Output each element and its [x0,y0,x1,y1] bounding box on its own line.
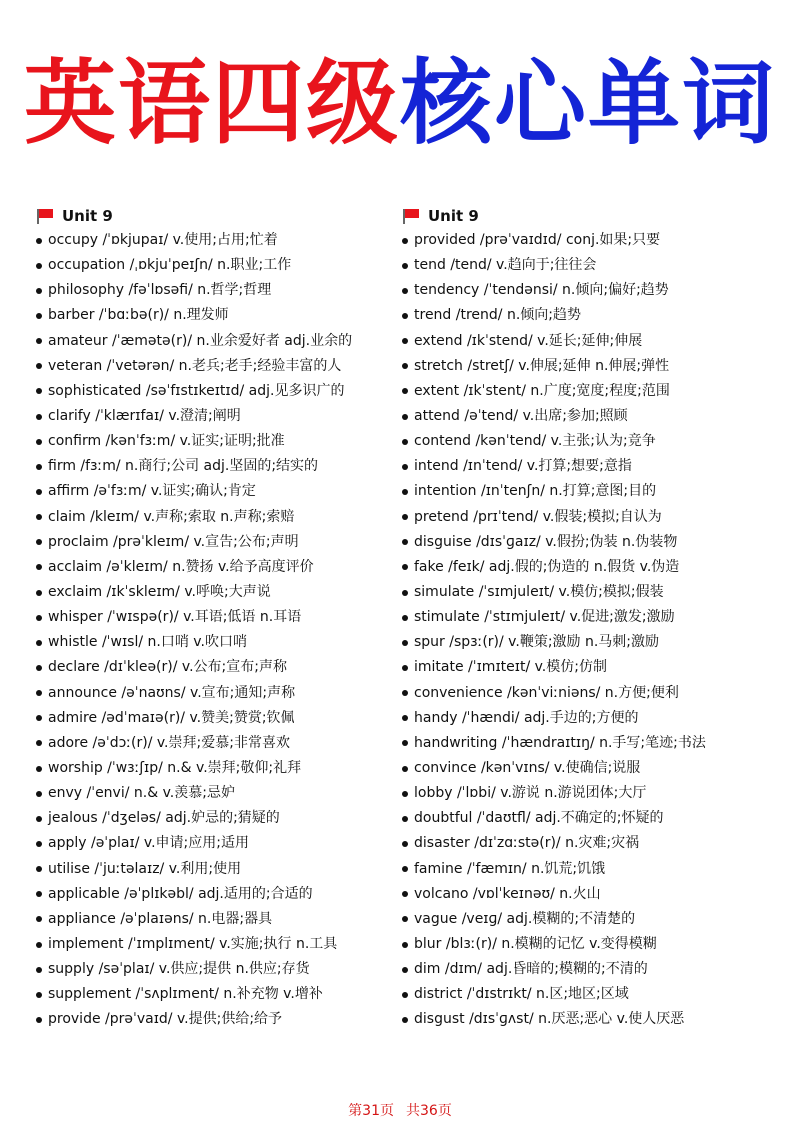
bullet-icon [402,414,408,420]
page-title [0,44,800,164]
list-item [402,982,777,1007]
word-entry: occupy /ˈɒkjupaɪ/ v.使用;占用;忙着 [48,232,278,248]
unit-header-left [36,203,411,228]
bullet-icon [402,1017,408,1023]
bullet-icon [36,992,42,998]
word-entry: adore /əˈdɔː(r)/ v.崇拜;爱慕;非常喜欢 [48,734,290,751]
list-item [402,404,777,429]
unit-label: Unit 9 [62,206,113,225]
bullet-icon [402,665,408,671]
bullet-icon [402,841,408,847]
word-entry: stretch /stretʃ/ v.伸展;延伸 n.伸展;弹性 [414,357,670,374]
bullet-icon [402,238,408,244]
word-entry: firm /fɜːm/ n.商行;公司 adj.坚固的;结实的 [48,458,319,475]
word-entry: convince /kənˈvɪns/ v.使确信;说服 [414,759,641,776]
bullet-icon [402,288,408,294]
list-item [36,706,411,731]
bullet-icon [36,891,42,897]
list-item [402,806,777,831]
bullet-icon [402,740,408,746]
list-item [36,580,411,605]
word-entry: admire /ədˈmaɪə(r)/ v.赞美;赞赏;钦佩 [48,709,295,726]
word-entry: tendency /ˈtendənsi/ n.倾向;偏好;趋势 [414,282,669,299]
list-item [36,831,411,856]
list-item [36,681,411,706]
list-item [402,630,777,655]
word-entry: extend /ɪkˈstend/ v.延长;延伸;伸展 [414,332,643,349]
list-item [36,781,411,806]
bullet-icon [402,866,408,872]
bullet-icon [36,439,42,445]
word-entry: trend /trend/ n.倾向;趋势 [414,307,581,324]
word-entry: veteran /ˈvetərən/ n.老兵;老手;经验丰富的人 [48,357,342,374]
bullet-icon [36,414,42,420]
word-entry: extent /ɪkˈstent/ n.广度;宽度;程度;范围 [414,382,670,399]
list-item [402,479,777,504]
bullet-icon [36,615,42,621]
list-item [402,756,777,781]
list-item [402,303,777,328]
page-total: 共36页 [406,1103,452,1119]
list-item [36,1007,411,1032]
word-entry: supplement /ˈsʌplɪment/ n.补充物 v.增补 [48,986,323,1003]
bullet-icon [36,263,42,269]
list-item [36,882,411,907]
word-entry: simulate /ˈsɪmjuleɪt/ v.模仿;模拟;假装 [414,583,664,600]
list-item [402,857,777,882]
bullet-icon [402,690,408,696]
list-item [402,681,777,706]
word-entry: famine /ˈfæmɪn/ n.饥荒;饥饿 [414,860,606,877]
bullet-icon [402,992,408,998]
word-entry: barber /ˈbɑːbə(r)/ n.理发师 [48,307,229,324]
bullet-icon [36,665,42,671]
bullet-icon [402,891,408,897]
word-entry: appliance /əˈplaɪəns/ n.电器;器具 [48,910,273,927]
list-item [402,278,777,303]
bullet-icon [36,539,42,545]
list-item [402,530,777,555]
list-item [402,932,777,957]
list-item [36,479,411,504]
unit-header-right [402,203,777,228]
word-entry: vague /veɪɡ/ adj.模糊的;不清楚的 [414,910,636,927]
word-entry: provided /prəˈvaɪdɪd/ conj.如果;只要 [414,232,661,248]
list-item [402,379,777,404]
bullet-icon [36,640,42,646]
word-entry: acclaim /əˈkleɪm/ n.赞扬 v.给予高度评价 [48,558,314,575]
word-entry: amateur /ˈæmətə(r)/ n.业余爱好者 adj.业余的 [48,332,353,349]
page-footer [0,1100,800,1120]
word-entry: clarify /ˈklærɪfaɪ/ v.澄清;阐明 [48,407,241,424]
word-entry: volcano /vɒlˈkeɪnəʊ/ n.火山 [414,885,601,902]
list-item [36,278,411,303]
bullet-icon [402,539,408,545]
word-entry: envy /ˈenvi/ n.& v.羡慕;忌妒 [48,785,235,802]
list-item [36,228,411,253]
word-entry: sophisticated /səˈfɪstɪkeɪtɪd/ adj.见多识广的 [48,382,345,399]
word-entry: affirm /əˈfɜːm/ v.证实;确认;肯定 [48,483,256,500]
list-item [402,882,777,907]
bullet-icon [36,338,42,344]
bullet-icon [402,942,408,948]
list-item [402,228,777,253]
word-entry: pretend /prɪˈtend/ v.假装;模拟;自认为 [414,508,662,525]
red-flag-icon [36,208,54,224]
word-entry: occupation /ˌɒkjuˈpeɪʃn/ n.职业;工作 [48,257,292,274]
word-entry: fake /feɪk/ adj.假的;伪造的 n.假货 v.伪造 [414,558,680,575]
list-item [36,454,411,479]
bullet-icon [402,464,408,470]
word-entry: applicable /əˈplɪkəbl/ adj.适用的;合适的 [48,885,313,902]
list-item [36,655,411,680]
word-entry: tend /tend/ v.趋向于;往往会 [414,257,597,274]
list-item [36,429,411,454]
list-item [402,555,777,580]
list-item [402,1007,777,1032]
list-item [36,907,411,932]
list-item [402,354,777,379]
list-item [402,655,777,680]
word-entry: convenience /kənˈviːniəns/ n.方便;便利 [414,684,679,701]
bullet-icon [36,740,42,746]
word-entry: blur /blɜː(r)/ n.模糊的记忆 v.变得模糊 [414,935,657,952]
list-item [36,857,411,882]
word-entry: proclaim /prəˈkleɪm/ v.宣告;公布;声明 [48,533,299,550]
word-entry: whistle /ˈwɪsl/ n.口哨 v.吹口哨 [48,634,247,651]
word-entry: doubtful /ˈdaʊtfl/ adj.不确定的;怀疑的 [414,810,664,827]
bullet-icon [402,489,408,495]
list-item [402,429,777,454]
bullet-icon [36,388,42,394]
list-item [402,454,777,479]
list-item [36,354,411,379]
word-entry: intend /ɪnˈtend/ v.打算;想要;意指 [414,458,632,475]
bullet-icon [402,816,408,822]
word-entry: handwriting /ˈhændraɪtɪŋ/ n.手写;笔迹;书法 [414,734,706,751]
word-entry: utilise /ˈjuːtəlaɪz/ v.利用;使用 [48,860,242,877]
word-entry: dim /dɪm/ adj.昏暗的;模糊的;不清的 [414,961,648,978]
word-entry: exclaim /ɪkˈskleɪm/ v.呼唤;大声说 [48,583,271,600]
word-entry: jealous /ˈdʒeləs/ adj.妒忌的;猜疑的 [48,810,280,827]
title-part-blue: 核心单词 [400,50,777,157]
bullet-icon [36,590,42,596]
bullet-icon [36,363,42,369]
bullet-icon [402,640,408,646]
right-column [402,203,777,1033]
word-entry: supply /səˈplaɪ/ v.供应;提供 n.供应;存货 [48,961,310,978]
bullet-icon [36,564,42,570]
bullet-icon [402,590,408,596]
title-part-red: 英语四级 [23,50,400,157]
word-entry: handy /ˈhændi/ adj.手边的;方便的 [414,709,639,726]
bullet-icon [402,338,408,344]
list-item [36,505,411,530]
page-number: 第31页 [348,1103,394,1119]
word-list-right [402,228,777,1033]
bullet-icon [402,439,408,445]
bullet-icon [36,967,42,973]
bullet-icon [36,942,42,948]
bullet-icon [402,564,408,570]
bullet-icon [36,841,42,847]
word-entry: confirm /kənˈfɜːm/ v.证实;证明;批准 [48,433,285,450]
word-entry: disgust /dɪsˈɡʌst/ n.厌恶;恶心 v.使人厌恶 [414,1011,685,1028]
word-entry: implement /ˈɪmplɪment/ v.实施;执行 n.工具 [48,935,338,952]
word-entry: disaster /dɪˈzɑːstə(r)/ n.灾难;灾祸 [414,835,640,852]
list-item [36,731,411,756]
list-item [402,731,777,756]
list-item [402,253,777,278]
bullet-icon [402,916,408,922]
word-entry: provide /prəˈvaɪd/ v.提供;供给;给予 [48,1011,283,1028]
bullet-icon [36,1017,42,1023]
bullet-icon [36,514,42,520]
bullet-icon [36,866,42,872]
word-entry: stimulate /ˈstɪmjuleɪt/ v.促进;激发;激励 [414,609,675,626]
list-item [36,530,411,555]
list-item [402,329,777,354]
bullet-icon [36,816,42,822]
list-item [36,630,411,655]
word-entry: lobby /ˈlɒbi/ v.游说 n.游说团体;大厅 [414,785,647,802]
bullet-icon [36,238,42,244]
word-entry: announce /əˈnaʊns/ v.宣布;通知;声称 [48,684,296,701]
bullet-icon [402,514,408,520]
bullet-icon [402,388,408,394]
list-item [36,957,411,982]
list-item [402,957,777,982]
word-entry: intention /ɪnˈtenʃn/ n.打算;意图;目的 [414,483,657,500]
word-entry: apply /əˈplaɪ/ v.申请;应用;适用 [48,835,249,852]
bullet-icon [402,766,408,772]
list-item [402,605,777,630]
list-item [402,505,777,530]
bullet-icon [402,363,408,369]
word-entry: imitate /ˈɪmɪteɪt/ v.模仿;仿制 [414,659,607,676]
bullet-icon [402,791,408,797]
bullet-icon [402,967,408,973]
word-entry: declare /dɪˈkleə(r)/ v.公布;宣布;声称 [48,659,287,676]
word-entry: contend /kənˈtend/ v.主张;认为;竞争 [414,433,656,450]
list-item [402,907,777,932]
bullet-icon [36,464,42,470]
unit-label: Unit 9 [428,206,479,225]
list-item [36,932,411,957]
list-item [36,756,411,781]
list-item [36,605,411,630]
list-item [402,706,777,731]
word-entry: spur /spɜː(r)/ v.鞭策;激励 n.马刺;激励 [414,634,660,651]
list-item [36,982,411,1007]
list-item [36,253,411,278]
bullet-icon [402,263,408,269]
bullet-icon [36,288,42,294]
red-flag-icon [402,208,420,224]
bullet-icon [402,715,408,721]
word-entry: claim /kleɪm/ v.声称;索取 n.声称;索赔 [48,508,295,525]
word-entry: philosophy /fəˈlɒsəfi/ n.哲学;哲理 [48,282,272,299]
word-entry: whisper /ˈwɪspə(r)/ v.耳语;低语 n.耳语 [48,609,302,626]
word-entry: district /ˈdɪstrɪkt/ n.区;地区;区域 [414,986,629,1003]
bullet-icon [36,313,42,319]
word-entry: worship /ˈwɜːʃɪp/ n.& v.崇拜;敬仰;礼拜 [48,759,302,776]
bullet-icon [36,489,42,495]
bullet-icon [402,313,408,319]
word-entry: attend /əˈtend/ v.出席;参加;照顾 [414,407,628,424]
bullet-icon [36,715,42,721]
bullet-icon [402,615,408,621]
list-item [36,555,411,580]
word-list-left [36,228,411,1033]
list-item [36,329,411,354]
word-entry: disguise /dɪsˈɡaɪz/ v.假扮;伪装 n.伪装物 [414,533,678,550]
left-column [36,203,411,1033]
list-item [36,806,411,831]
list-item [402,781,777,806]
list-item [402,831,777,856]
bullet-icon [36,791,42,797]
list-item [36,303,411,328]
bullet-icon [36,916,42,922]
list-item [36,379,411,404]
list-item [402,580,777,605]
list-item [36,404,411,429]
bullet-icon [36,766,42,772]
bullet-icon [36,690,42,696]
